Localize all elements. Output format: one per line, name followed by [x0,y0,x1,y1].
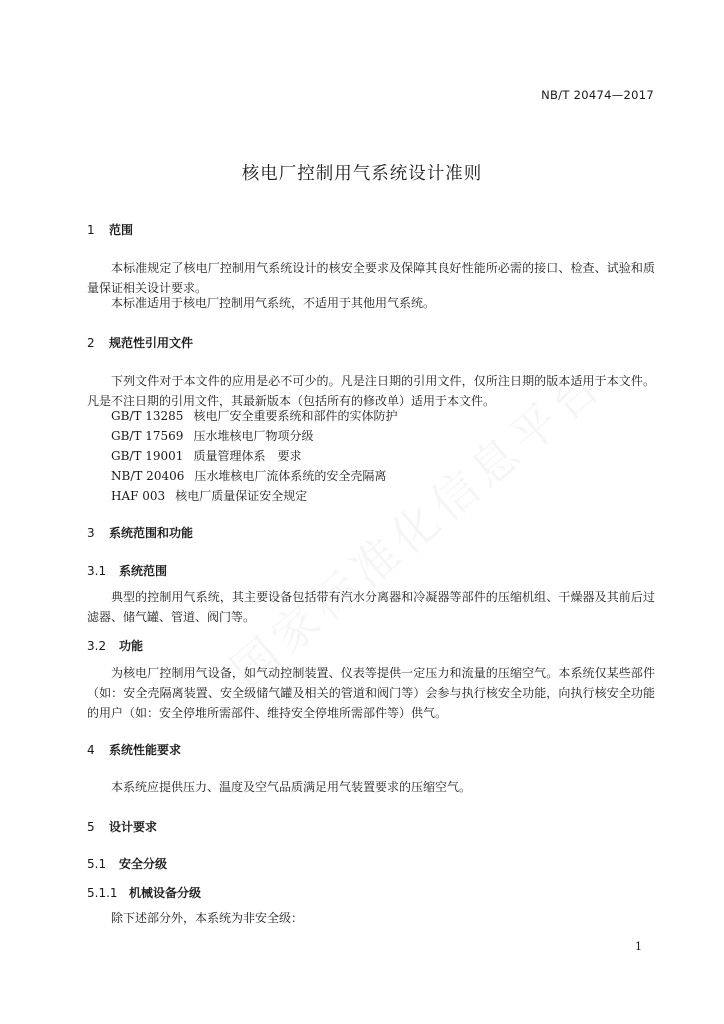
document-title: 核电厂控制用气系统设计准则 [241,164,483,184]
paragraph: 下列文件对于本文件的应用是必不可少的。凡是注日期的引用文件，仅所注日期的版本适用于本文件。凡是不注日期的引用文件，其最新版本（包括所有的修改单）适用于本文件。 [87,374,655,408]
paragraph: 为核电厂控制用气设备，如气动控制装置、仪表等提供一定压力和流量的压缩空气。本系统仅某些部件（如：安全壳隔离装置、安全级储气罐及相关的管道和阀门等）会参与执行核安全功能，向执行核安全功能的用户（如：安全停堆所需部件、维持安全停堆所需部件等）供气。 [87,666,655,720]
section-number: 3.2 [87,639,107,653]
section-number: 5.1 [87,857,107,871]
section-number: 4 [87,743,95,757]
reference-item [111,406,397,426]
section-title: 规范性引用文件 [109,336,194,350]
reference-code: NB/T 20406 [111,469,185,483]
section-title: 机械设备分级 [129,886,202,900]
reference-title: 核电厂质量保证安全规定 [175,489,308,503]
reference-code: GB/T 13285 [111,409,184,423]
section-number: 3.1 [87,564,107,578]
reference-code: GB/T 17569 [111,429,184,443]
section-title: 系统范围 [119,564,168,578]
section-number: 5 [87,820,95,834]
section-title: 功能 [119,639,144,653]
section-3-2-heading [87,637,143,654]
reference-item [111,466,386,486]
section-title: 系统性能要求 [109,743,182,757]
section-number: 2 [87,336,95,350]
section-number: 5.1.1 [87,886,118,900]
standard-code: NB/T 20474—2017 [541,88,654,102]
section-title: 安全分级 [119,857,168,871]
paragraph: 本标准规定了核电厂控制用气系统设计的核安全要求及保障其良好性能所必需的接口、检查、试验和质量保证相关设计要求。 [87,261,655,295]
section-2-heading [87,334,193,351]
reference-title: 核电厂安全重要系统和部件的实体防护 [193,409,398,423]
section-title: 范围 [109,223,134,237]
paragraph: 本系统应提供压力、温度及空气品质满足用气装置要求的压缩空气。 [111,780,472,794]
paragraph: 除下述部分外，本系统为非安全级： [111,911,304,925]
section-title: 系统范围和功能 [109,526,194,540]
section-5-1-1-heading [87,884,201,901]
section-4-heading [87,741,181,758]
paragraph: 本标准适用于核电厂控制用气系统，不适用于其他用气系统。 [111,296,436,310]
section-number: 1 [87,223,95,237]
reference-item [111,426,313,446]
section-5-heading [87,818,157,835]
reference-title: 质量管理体系 要求 [193,449,302,463]
reference-code: GB/T 19001 [111,449,184,463]
reference-item [111,446,301,466]
reference-code: HAF 003 [111,489,166,503]
section-number: 3 [87,526,95,540]
section-1-heading [87,221,133,238]
section-5-1-heading [87,855,167,872]
page-number: 1 [635,940,642,953]
reference-title: 压水堆核电厂流体系统的安全壳隔离 [194,469,387,483]
section-3-heading [87,524,193,541]
reference-item [111,486,307,506]
paragraph: 典型的控制用气系统，其主要设备包括带有汽水分离器和冷凝器等部件的压缩机组、干燥器及其前后过滤器、储气罐、管道、阀门等。 [87,590,655,624]
section-title: 设计要求 [109,820,158,834]
reference-title: 压水堆核电厂物项分级 [193,429,314,443]
section-3-1-heading [87,562,167,579]
